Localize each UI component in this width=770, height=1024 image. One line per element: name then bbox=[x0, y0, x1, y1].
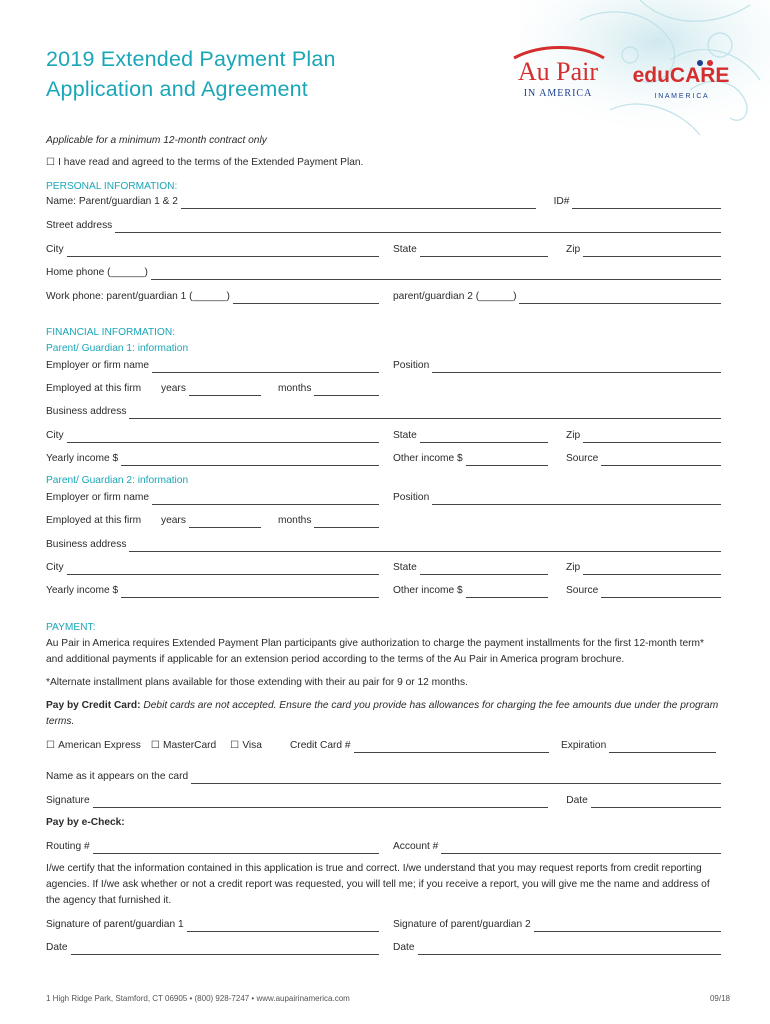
checkbox-icon[interactable]: ☐ bbox=[150, 740, 160, 751]
g1-zip-label: Zip bbox=[566, 430, 581, 441]
g1-yearly-field[interactable] bbox=[121, 454, 379, 466]
alternate-note: *Alternate installment plans available for those extending with their au pair for 9 or 12 months. bbox=[46, 677, 468, 688]
checkbox-icon[interactable]: ☐ bbox=[46, 740, 56, 751]
card-number-label: Credit Card # bbox=[289, 740, 351, 751]
pg2-phone-field[interactable] bbox=[519, 292, 721, 304]
mastercard-option[interactable] bbox=[151, 739, 216, 753]
aupair-logo bbox=[500, 46, 618, 102]
g1-other-field[interactable] bbox=[466, 454, 548, 466]
name-field[interactable] bbox=[181, 197, 536, 209]
sig1-label: Signature of parent/guardian 1 bbox=[46, 919, 184, 930]
payment-paragraph: Au Pair in America requires Extended Payment Plan participants give authorization to charge the payment installments for the first 12-month term* and additional payments if applicable for an extension period according to the terms of the Au Pair in America program brochure. bbox=[46, 638, 704, 665]
routing-field[interactable] bbox=[93, 842, 379, 854]
g2-years-field[interactable] bbox=[189, 516, 261, 528]
card-name-label: Name as it appears on the card bbox=[46, 771, 189, 782]
echeck-heading: Pay by e-Check: bbox=[46, 817, 125, 828]
g2-months-field[interactable] bbox=[314, 516, 379, 528]
g2-state-field[interactable] bbox=[420, 563, 548, 575]
g2-other-label: Other income $ bbox=[393, 585, 463, 596]
work-phone-field[interactable] bbox=[233, 292, 379, 304]
g2-state-label: State bbox=[393, 562, 417, 573]
title-line-2: Application and Agreement bbox=[46, 77, 308, 101]
g2-city-label: City bbox=[46, 562, 64, 573]
g1-state-field[interactable] bbox=[420, 431, 548, 443]
g1-business-field[interactable] bbox=[129, 407, 721, 419]
agree-label: I have read and agreed to the terms of the Extended Payment Plan. bbox=[58, 157, 364, 168]
g1-position-field[interactable] bbox=[432, 361, 721, 373]
card-name-row bbox=[46, 768, 721, 784]
city-row bbox=[46, 241, 721, 257]
aupair-logo-text: Au Pair bbox=[517, 57, 599, 86]
g2-city-row bbox=[46, 559, 721, 575]
g1-state-label: State bbox=[393, 430, 417, 441]
mastercard-label: MasterCard bbox=[162, 740, 217, 751]
home-phone-label: Home phone (______) bbox=[46, 267, 148, 278]
g1-months-label: months bbox=[278, 383, 312, 394]
street-label: Street address bbox=[46, 220, 113, 231]
g1-years-field[interactable] bbox=[189, 384, 261, 396]
echeck-row bbox=[46, 838, 721, 854]
pg2-phone-label: parent/guardian 2 (______) bbox=[393, 291, 517, 302]
credit-card-note: Debit cards are not accepted. Ensure the card you provide has allowances for charging the fee amounts due under the program terms. bbox=[46, 700, 719, 727]
g1-income-row bbox=[46, 450, 721, 466]
g1-source-field[interactable] bbox=[601, 454, 721, 466]
card-number-field[interactable] bbox=[354, 741, 549, 753]
guardian2-heading: Parent/ Guardian 2: information bbox=[46, 475, 189, 486]
sig1-field[interactable] bbox=[187, 920, 379, 932]
g2-other-field[interactable] bbox=[466, 586, 548, 598]
aupair-logo-sub: IN AMERICA bbox=[523, 88, 593, 99]
g1-months-field[interactable] bbox=[314, 384, 379, 396]
work-phone-row bbox=[46, 288, 721, 304]
home-phone-field[interactable] bbox=[151, 268, 721, 280]
signature-row bbox=[46, 792, 721, 808]
expiration-field[interactable] bbox=[609, 741, 716, 753]
name-label: Name: Parent/guardian 1 & 2 bbox=[46, 196, 178, 207]
expiration-label: Expiration bbox=[560, 740, 607, 751]
g2-yearly-label: Yearly income $ bbox=[46, 585, 119, 596]
g1-employed-row bbox=[46, 380, 721, 396]
date-field[interactable] bbox=[591, 796, 721, 808]
g1-city-row bbox=[46, 427, 721, 443]
city-field[interactable] bbox=[67, 245, 379, 257]
g2-months-label: months bbox=[278, 515, 312, 526]
g1-employer-field[interactable] bbox=[152, 361, 379, 373]
g2-source-label: Source bbox=[566, 585, 599, 596]
g2-employed-label: Employed at this firm bbox=[46, 515, 142, 526]
g1-employer-label: Employer or firm name bbox=[46, 360, 150, 371]
g1-employed-label: Employed at this firm bbox=[46, 383, 142, 394]
account-label: Account # bbox=[393, 841, 439, 852]
id-label: ID# bbox=[553, 196, 570, 207]
g1-business-row bbox=[46, 403, 721, 419]
g2-employer-field[interactable] bbox=[152, 493, 379, 505]
educare-logo bbox=[626, 56, 736, 102]
checkbox-icon[interactable]: ☐ bbox=[46, 157, 56, 168]
g2-employer-row bbox=[46, 489, 721, 505]
state-field[interactable] bbox=[420, 245, 548, 257]
amex-option[interactable] bbox=[46, 739, 141, 753]
g2-position-label: Position bbox=[393, 492, 430, 503]
guardian-date-row bbox=[46, 939, 721, 955]
zip-label: Zip bbox=[566, 244, 581, 255]
g1-city-label: City bbox=[46, 430, 64, 441]
g2-yearly-field[interactable] bbox=[121, 586, 379, 598]
id-field[interactable] bbox=[572, 197, 721, 209]
financial-heading: FINANCIAL INFORMATION: bbox=[46, 327, 176, 338]
g1-zip-field[interactable] bbox=[583, 431, 721, 443]
agree-checkbox-row[interactable] bbox=[46, 155, 721, 171]
guardian1-heading: Parent/ Guardian 1: information bbox=[46, 343, 189, 354]
personal-heading: PERSONAL INFORMATION: bbox=[46, 181, 178, 192]
footer-address: 1 High Ridge Park, Stamford, CT 06905 • (800) 928-7247 • www.aupairinamerica.com bbox=[46, 994, 350, 1003]
g2-employer-label: Employer or firm name bbox=[46, 492, 150, 503]
date2-field[interactable] bbox=[418, 943, 721, 955]
checkbox-icon[interactable]: ☐ bbox=[230, 740, 240, 751]
g2-zip-field[interactable] bbox=[583, 563, 721, 575]
guardian-signature-row bbox=[46, 916, 721, 932]
certify-paragraph: I/we certify that the information contained in this application is true and correct. I/we understand that you may request reports from credit reporting agencies. If I/we ask whether or not a credit report was requested, you will tell me; if you receive a report, you will give me the name and address of the agency that furnished it. bbox=[46, 863, 710, 906]
g1-source-label: Source bbox=[566, 453, 599, 464]
date-label: Date bbox=[566, 795, 588, 806]
page-title bbox=[46, 44, 336, 104]
g1-city-field[interactable] bbox=[67, 431, 379, 443]
g2-business-label: Business address bbox=[46, 539, 127, 550]
street-field[interactable] bbox=[115, 221, 721, 233]
date2-label: Date bbox=[393, 942, 415, 953]
title-line-1: 2019 Extended Payment Plan bbox=[46, 47, 336, 71]
g2-city-field[interactable] bbox=[67, 563, 379, 575]
card-name-field[interactable] bbox=[191, 772, 721, 784]
credit-card-section bbox=[46, 698, 721, 730]
g1-other-label: Other income $ bbox=[393, 453, 463, 464]
street-row bbox=[46, 217, 721, 233]
sig2-label: Signature of parent/guardian 2 bbox=[393, 919, 531, 930]
g2-employed-row bbox=[46, 512, 721, 528]
g1-employer-row bbox=[46, 357, 721, 373]
visa-option[interactable] bbox=[230, 739, 262, 753]
city-label: City bbox=[46, 244, 64, 255]
routing-label: Routing # bbox=[46, 841, 90, 852]
signature-field[interactable] bbox=[93, 796, 549, 808]
zip-field[interactable] bbox=[583, 245, 721, 257]
work-phone-label: Work phone: parent/guardian 1 (______) bbox=[46, 291, 230, 302]
date1-field[interactable] bbox=[71, 943, 379, 955]
g1-position-label: Position bbox=[393, 360, 430, 371]
g2-income-row bbox=[46, 582, 721, 598]
g2-business-field[interactable] bbox=[129, 540, 721, 552]
signature-label: Signature bbox=[46, 795, 90, 806]
footer-version: 09/18 bbox=[709, 994, 730, 1003]
credit-card-heading: Pay by Credit Card: bbox=[46, 700, 141, 711]
date1-label: Date bbox=[46, 942, 68, 953]
amex-label: American Express bbox=[58, 740, 141, 751]
educare-logo-sub: I N A M E R I C A bbox=[654, 93, 708, 100]
applicable-note: Applicable for a minimum 12-month contract only bbox=[46, 135, 267, 146]
sig2-field[interactable] bbox=[534, 920, 721, 932]
card-type-row bbox=[46, 737, 721, 753]
home-phone-row bbox=[46, 264, 721, 280]
name-row bbox=[46, 193, 721, 209]
g1-yearly-label: Yearly income $ bbox=[46, 453, 119, 464]
educare-logo-text: eduCARE bbox=[632, 64, 730, 87]
account-field[interactable] bbox=[441, 842, 721, 854]
visa-label: Visa bbox=[242, 740, 262, 751]
g2-source-field[interactable] bbox=[601, 586, 721, 598]
g1-years-label: years bbox=[161, 383, 186, 394]
g2-business-row bbox=[46, 536, 721, 552]
g2-years-label: years bbox=[161, 515, 186, 526]
g2-zip-label: Zip bbox=[566, 562, 581, 573]
payment-heading: PAYMENT: bbox=[46, 622, 96, 633]
state-label: State bbox=[393, 244, 417, 255]
g1-business-label: Business address bbox=[46, 406, 127, 417]
g2-position-field[interactable] bbox=[432, 493, 721, 505]
